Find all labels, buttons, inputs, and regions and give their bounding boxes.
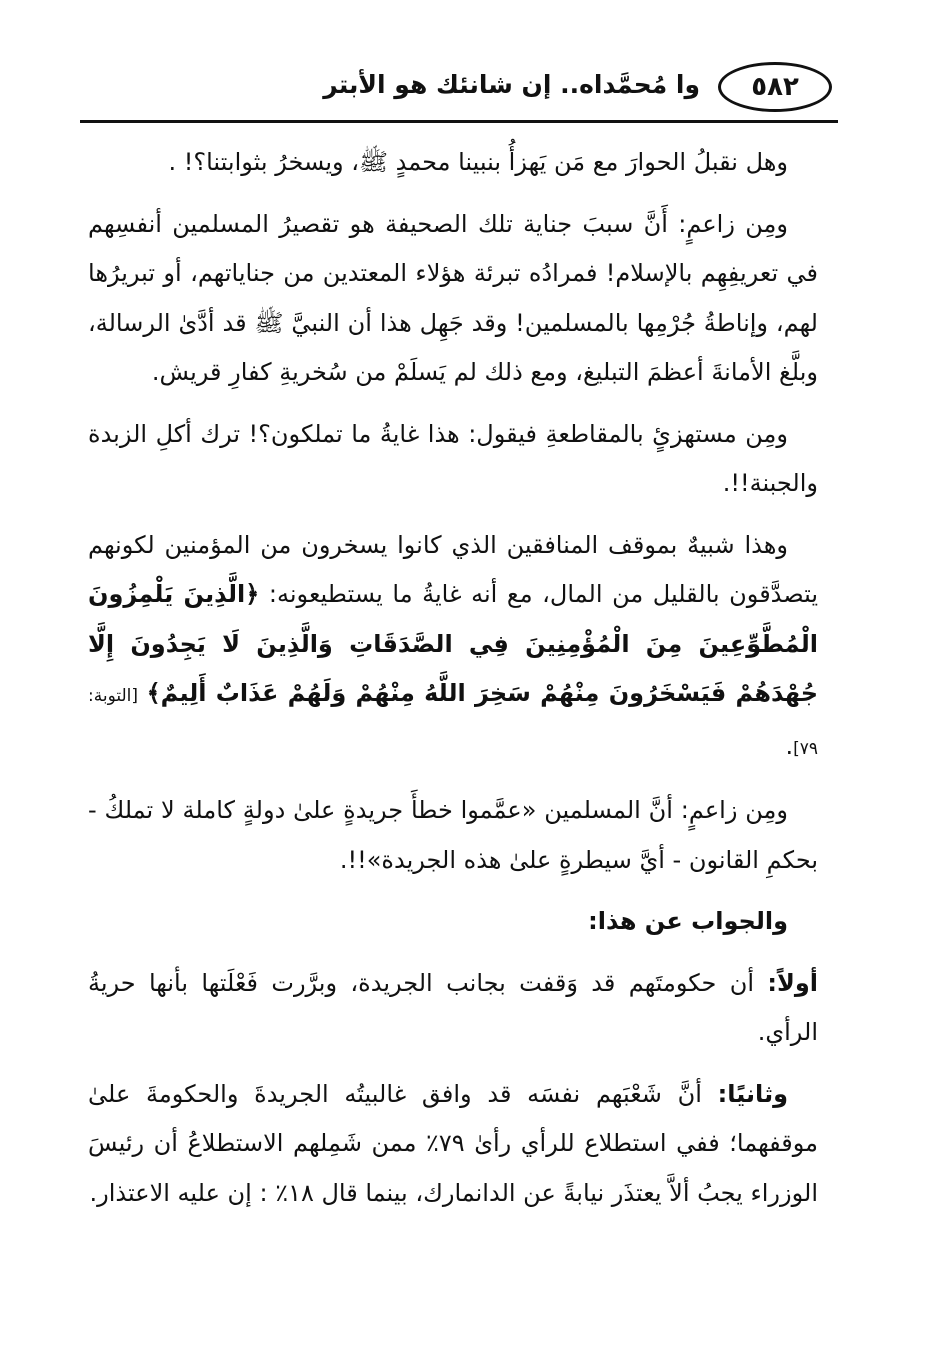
paragraph-7 — [88, 1070, 818, 1219]
paragraph-7-lead: وثانيًا: — [717, 1079, 788, 1108]
header-divider — [80, 120, 838, 123]
paragraph-4-end: . — [785, 731, 794, 760]
page-number-badge — [718, 62, 832, 112]
paragraph-6-text: أن حكومتَهم قد وَقفت بجانب الجريدة، وبرَّرت فَعْلَتها بأنها حريةُ الرأي. — [88, 968, 818, 1046]
paragraph-6 — [88, 959, 818, 1058]
verse-reference: [التوبة: ٧٩] — [88, 686, 818, 759]
paragraph-7-text: أنَّ شَعْبَهم نفسَه قد وافق غالبيتُه الجريدةَ والحكومةَ علىٰ موقفهما؛ ففي استطلاع للرأي رأىٰ ٧٩٪ ممن شَمِلهم الاستطلاعُ أن رئيسَ الوزراء يجبُ ألاَّ يعتذَر نيابةً عن الدانمارك، بينما قال ١٨٪ : إن عليه الاعتذار. — [88, 1079, 818, 1207]
page-body — [88, 138, 818, 1230]
paragraph-5: ومِن زاعمٍ: أنَّ المسلمين «عمَّموا خطأَ جريدةٍ علىٰ دولةٍ كاملة لا تملكُ - بحكمِ القانون - أيَّ سيطرةٍ علىٰ هذه الجريدة»!!. — [88, 796, 818, 874]
paragraph-6-lead: أولاً: — [767, 968, 818, 997]
paragraph-1: وهل نقبلُ الحوارَ مع مَن يَهزأُ بنبينا محمدٍ ﷺ، ويسخرُ بثوابتنا؟! . — [168, 148, 788, 176]
paragraph-2: ومِن زاعمٍ: أَنَّ سببَ جناية تلك الصحيفة هو تقصيرُ المسلمين أنفسِهم في تعريفِهِم بالإسلام! فمرادُه تبرئة هؤلاء المعتدين من جناياتهم، أو تبريرُها لهم، وإناطةُ جُرْمِها بالمسلمين! وقد جَهِل هذا أن النبيَّ ﷺ قد أدَّىٰ الرسالة، وبلَّغ الأمانةَ أعظمَ التبليغ، ومع ذلك لم يَسلَمْ من سُخريةِ كفارِ قريش. — [88, 209, 818, 386]
page-number: ٥٨٢ — [751, 72, 799, 102]
paragraph-4-intro: وهذا شبيهٌ بموقف المنافقين الذي كانوا يسخرون من المؤمنين لكونهم يتصدَّقون بالقليل من المال، مع أنه غايةُ ما يستطيعونه: — [88, 530, 819, 608]
paragraph-3: ومِن مستهزئٍ بالمقاطعةِ فيقول: هذا غايةُ ما تملكون؟! ترك أكلِ الزبدة والجبنة!!. — [88, 419, 818, 497]
running-title: وا مُحمَّداه.. إن شانئك هو الأبتر — [323, 70, 700, 99]
paragraph-4 — [88, 521, 818, 775]
page-header — [80, 62, 840, 124]
quran-verse: ﴿الَّذِينَ يَلْمِزُونَ الْمُطَّوِّعِينَ مِنَ الْمُؤْمِنِينَ فِي الصَّدَقَاتِ وَالَّذِينَ لَا يَجِدُونَ إِلَّا جُهْدَهُمْ فَيَسْخَرُونَ مِنْهُمْ سَخِرَ اللَّهُ مِنْهُمْ وَلَهُمْ عَذَابٌ أَلِيمٌ﴾ — [88, 580, 818, 707]
section-heading: والجواب عن هذا: — [588, 907, 788, 935]
